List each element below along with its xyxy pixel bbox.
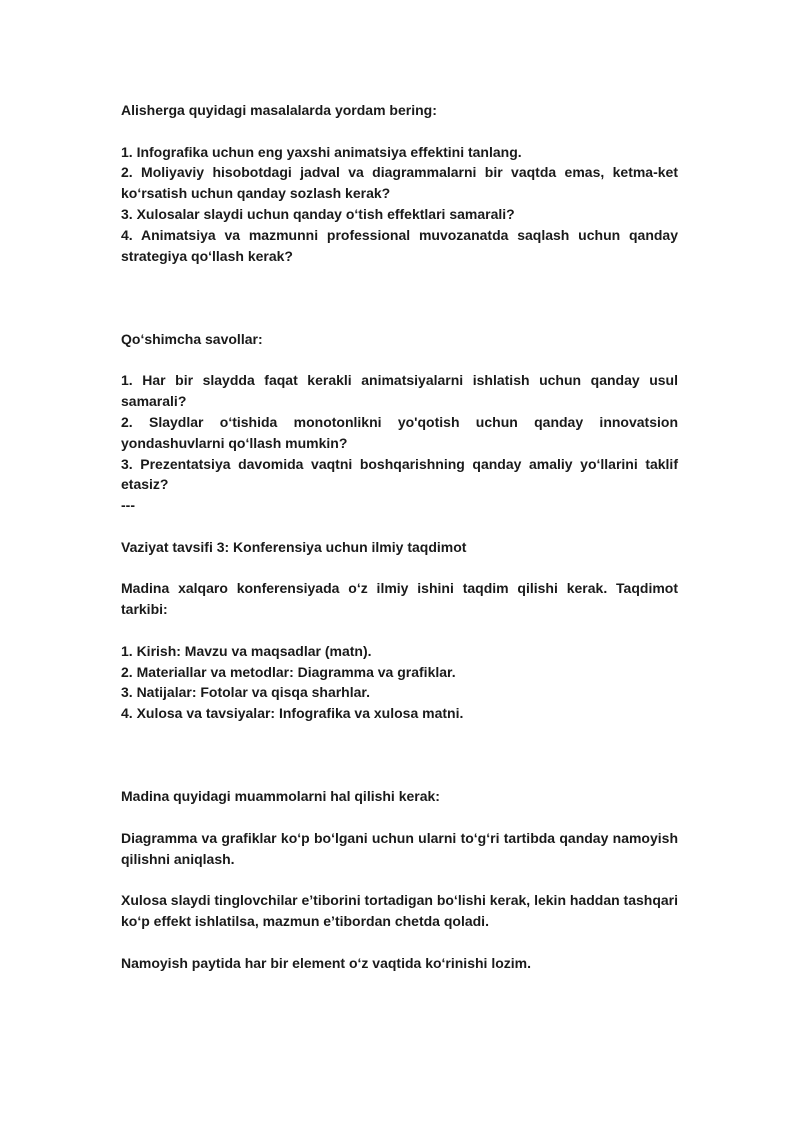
extra-item-1: 1. Har bir slaydda faqat kerakli animatsiyalarni ishlatish uchun qanday usul samarali?	[121, 372, 678, 410]
intro-item-3: 3. Xulosalar slaydi uchun qanday o‘tish effektlari samarali?	[121, 205, 515, 222]
extra-item-3: 3. Prezentatsiya davomida vaqtni boshqarishning qanday amaliy yo‘llarini taklif etasiz?	[121, 455, 678, 493]
section-separator: ---	[121, 497, 135, 514]
problem-paragraph-2: Xulosa slaydi tinglovchilar e’tiborini tortadigan bo‘lishi kerak, lekin haddan tashqari ko‘p effekt ishlatilsa, mazmun e’tibordan chetda qoladi.	[121, 892, 679, 930]
intro-item-4: 4. Animatsiya va mazmunni professional muvozanatda saqlash uchun qanday strategiya qo‘llash kerak?	[121, 226, 678, 264]
problems-heading: Madina quyidagi muammolarni hal qilishi kerak:	[121, 788, 440, 805]
case-description: Madina xalqaro konferensiyada o‘z ilmiy ishini taqdim qilishi kerak. Taqdimot tarkibi:	[121, 580, 678, 618]
case-item-1: 1. Kirish: Mavzu va maqsadlar (matn).	[121, 642, 372, 659]
extra-item-2: 2. Slaydlar o‘tishida monotonlikni yo'qotish uchun qanday innovatsion yondashuvlarni qo‘llash mumkin?	[121, 413, 678, 451]
case-item-3: 3. Natijalar: Fotolar va qisqa sharhlar.	[121, 684, 370, 701]
extra-questions-heading: Qo‘shimcha savollar:	[121, 330, 263, 347]
problem-paragraph-1: Diagramma va grafiklar ko‘p bo‘lgani uchun ularni to‘g‘ri tartibda qanday namoyish qilishni aniqlash.	[121, 829, 678, 867]
intro-item-2: 2. Moliyaviy hisobotdagi jadval va diagrammalarni bir vaqtda emas, ketma-ket ko‘rsatish uchun qanday sozlash kerak?	[121, 164, 678, 202]
case-item-4: 4. Xulosa va tavsiyalar: Infografika va xulosa matni.	[121, 705, 464, 722]
problem-paragraph-3: Namoyish paytida har bir element o‘z vaqtida ko‘rinishi lozim.	[121, 954, 531, 971]
case-title: Vaziyat tavsifi 3: Konferensiya uchun ilmiy taqdimot	[121, 538, 467, 555]
case-item-2: 2. Materiallar va metodlar: Diagramma va grafiklar.	[121, 663, 456, 680]
intro-item-1: 1. Infografika uchun eng yaxshi animatsiya effektini tanlang.	[121, 143, 522, 160]
intro-heading: Alisherga quyidagi masalalarda yordam bering:	[121, 102, 437, 118]
document-body	[121, 100, 678, 973]
